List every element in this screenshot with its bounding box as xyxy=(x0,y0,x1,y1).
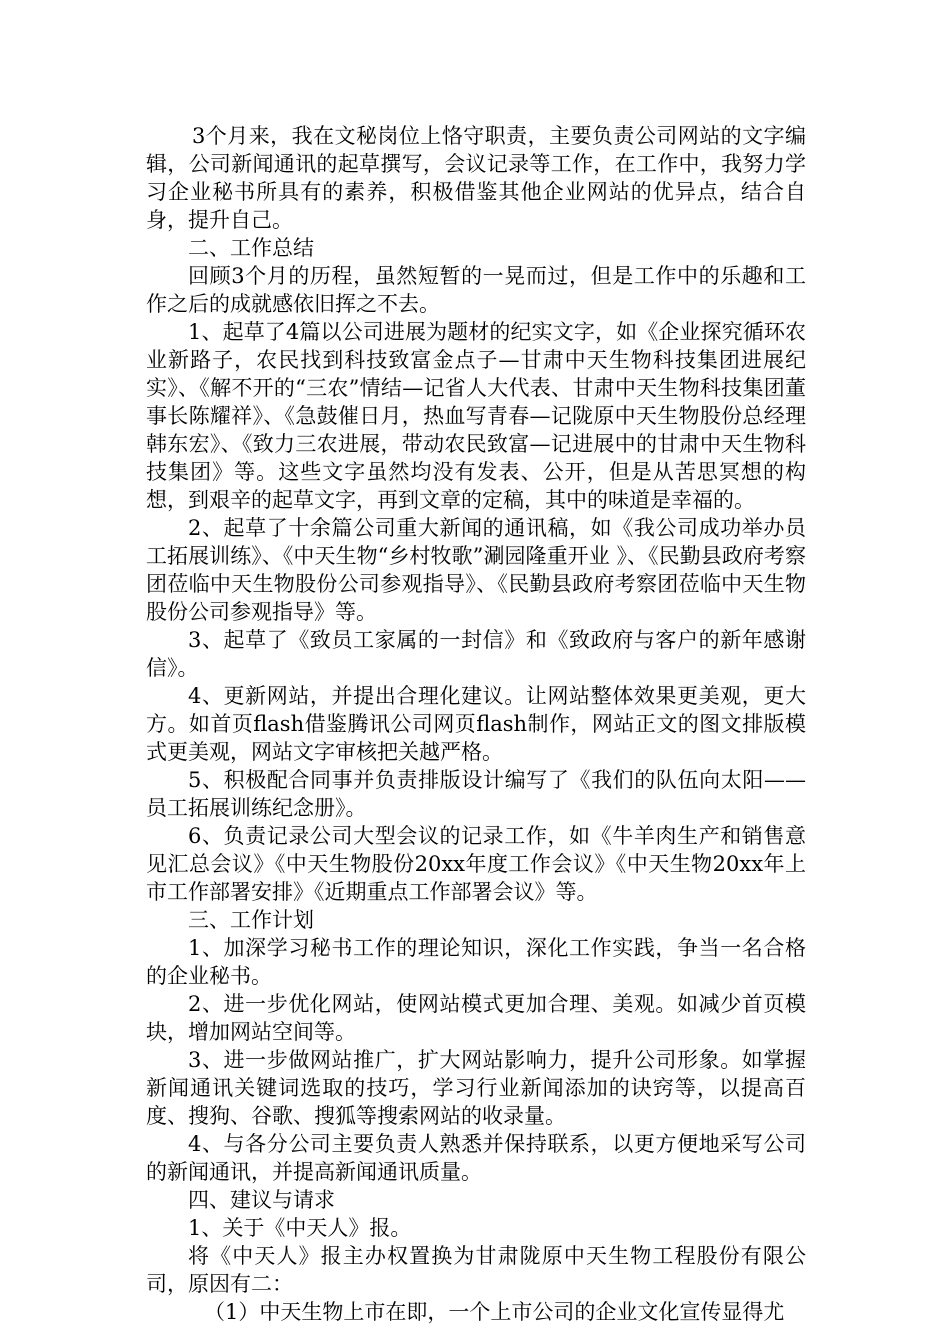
list-item: 5、积极配合同事并负责排版设计编写了《我们的队伍向太阳——员工拓展训练纪念册》。 xyxy=(146,768,806,820)
sub-list-item: （1）中天生物上市在即，一个上市公司的企业文化宣传显得尤 xyxy=(204,1300,785,1324)
section-heading: 四、建议与请求 xyxy=(188,1188,335,1212)
list-item: 3、进一步做网站推广，扩大网站影响力，提升公司形象。如掌握新闻通讯关键词选取的技巧，学习行业新闻添加的诀窍等，以提高百度、搜狗、谷歌、搜狐等搜索网站的收录量。 xyxy=(146,1048,806,1128)
section-heading: 二、工作总结 xyxy=(188,236,314,260)
document-body xyxy=(146,122,806,1326)
list-item: 1、起草了4篇以公司进展为题材的纪实文字，如《企业探究循环农业新路子，农民找到科技致富金点子—甘肃中天生物科技集团进展纪实》、《解不开的“三农”情结—记省人大代表、甘肃中天生物科技集团董事长陈耀祥》、《急鼓催日月，热血写青春—记陇原中天生物股份总经理韩东宏》、《致力三农进展，带动农民致富—记进展中的甘肃中天生物科技集团》等。这些文字虽然均没有发表、公开，但是从苦思冥想的构想，到艰辛的起草文字，再到文章的定稿，其中的味道是幸福的。 xyxy=(146,320,806,512)
paragraph: 将《中天人》报主办权置换为甘肃陇原中天生物工程股份有限公司，原因有二： xyxy=(146,1244,806,1296)
list-item: 1、关于《中天人》报。 xyxy=(188,1216,412,1240)
list-item: 4、更新网站，并提出合理化建议。让网站整体效果更美观，更大方。如首页flash借鉴腾讯公司网页flash制作，网站正文的图文排版模式更美观，网站文字审核把关越严格。 xyxy=(146,684,806,764)
list-item: 2、进一步优化网站，使网站模式更加合理、美观。如减少首页模块，增加网站空间等。 xyxy=(146,992,806,1044)
list-item: 4、与各分公司主要负责人熟悉并保持联系，以更方便地采写公司的新闻通讯，并提高新闻通讯质量。 xyxy=(146,1132,806,1184)
list-item: 6、负责记录公司大型会议的记录工作，如《牛羊肉生产和销售意见汇总会议》《中天生物股份20xx年度工作会议》《中天生物20xx年上市工作部署安排》《近期重点工作部署会议》等。 xyxy=(146,824,806,904)
list-item: 3、起草了《致员工家属的一封信》和《致政府与客户的新年感谢信》。 xyxy=(146,628,806,680)
section-heading: 三、工作计划 xyxy=(188,908,314,932)
paragraph: 3个月来，我在文秘岗位上恪守职责，主要负责公司网站的文字编辑，公司新闻通讯的起草撰写，会议记录等工作，在工作中，我努力学习企业秘书所具有的素养，积极借鉴其他企业网站的优异点，结合自身，提升自己。 xyxy=(146,124,806,232)
paragraph: 回顾3个月的历程，虽然短暂的一晃而过，但是工作中的乐趣和工作之后的成就感依旧挥之不去。 xyxy=(146,264,806,316)
list-item: 2、起草了十余篇公司重大新闻的通讯稿，如《我公司成功举办员工拓展训练》、《中天生物“乡村牧歌”涮园隆重开业 》、《民勤县政府考察团莅临中天生物股份公司参观指导》、《民勤县政府考察团莅临中天生物股份公司参观指导》等。 xyxy=(146,516,806,624)
list-item: 1、加深学习秘书工作的理论知识，深化工作实践，争当一名合格的企业秘书。 xyxy=(146,936,806,988)
